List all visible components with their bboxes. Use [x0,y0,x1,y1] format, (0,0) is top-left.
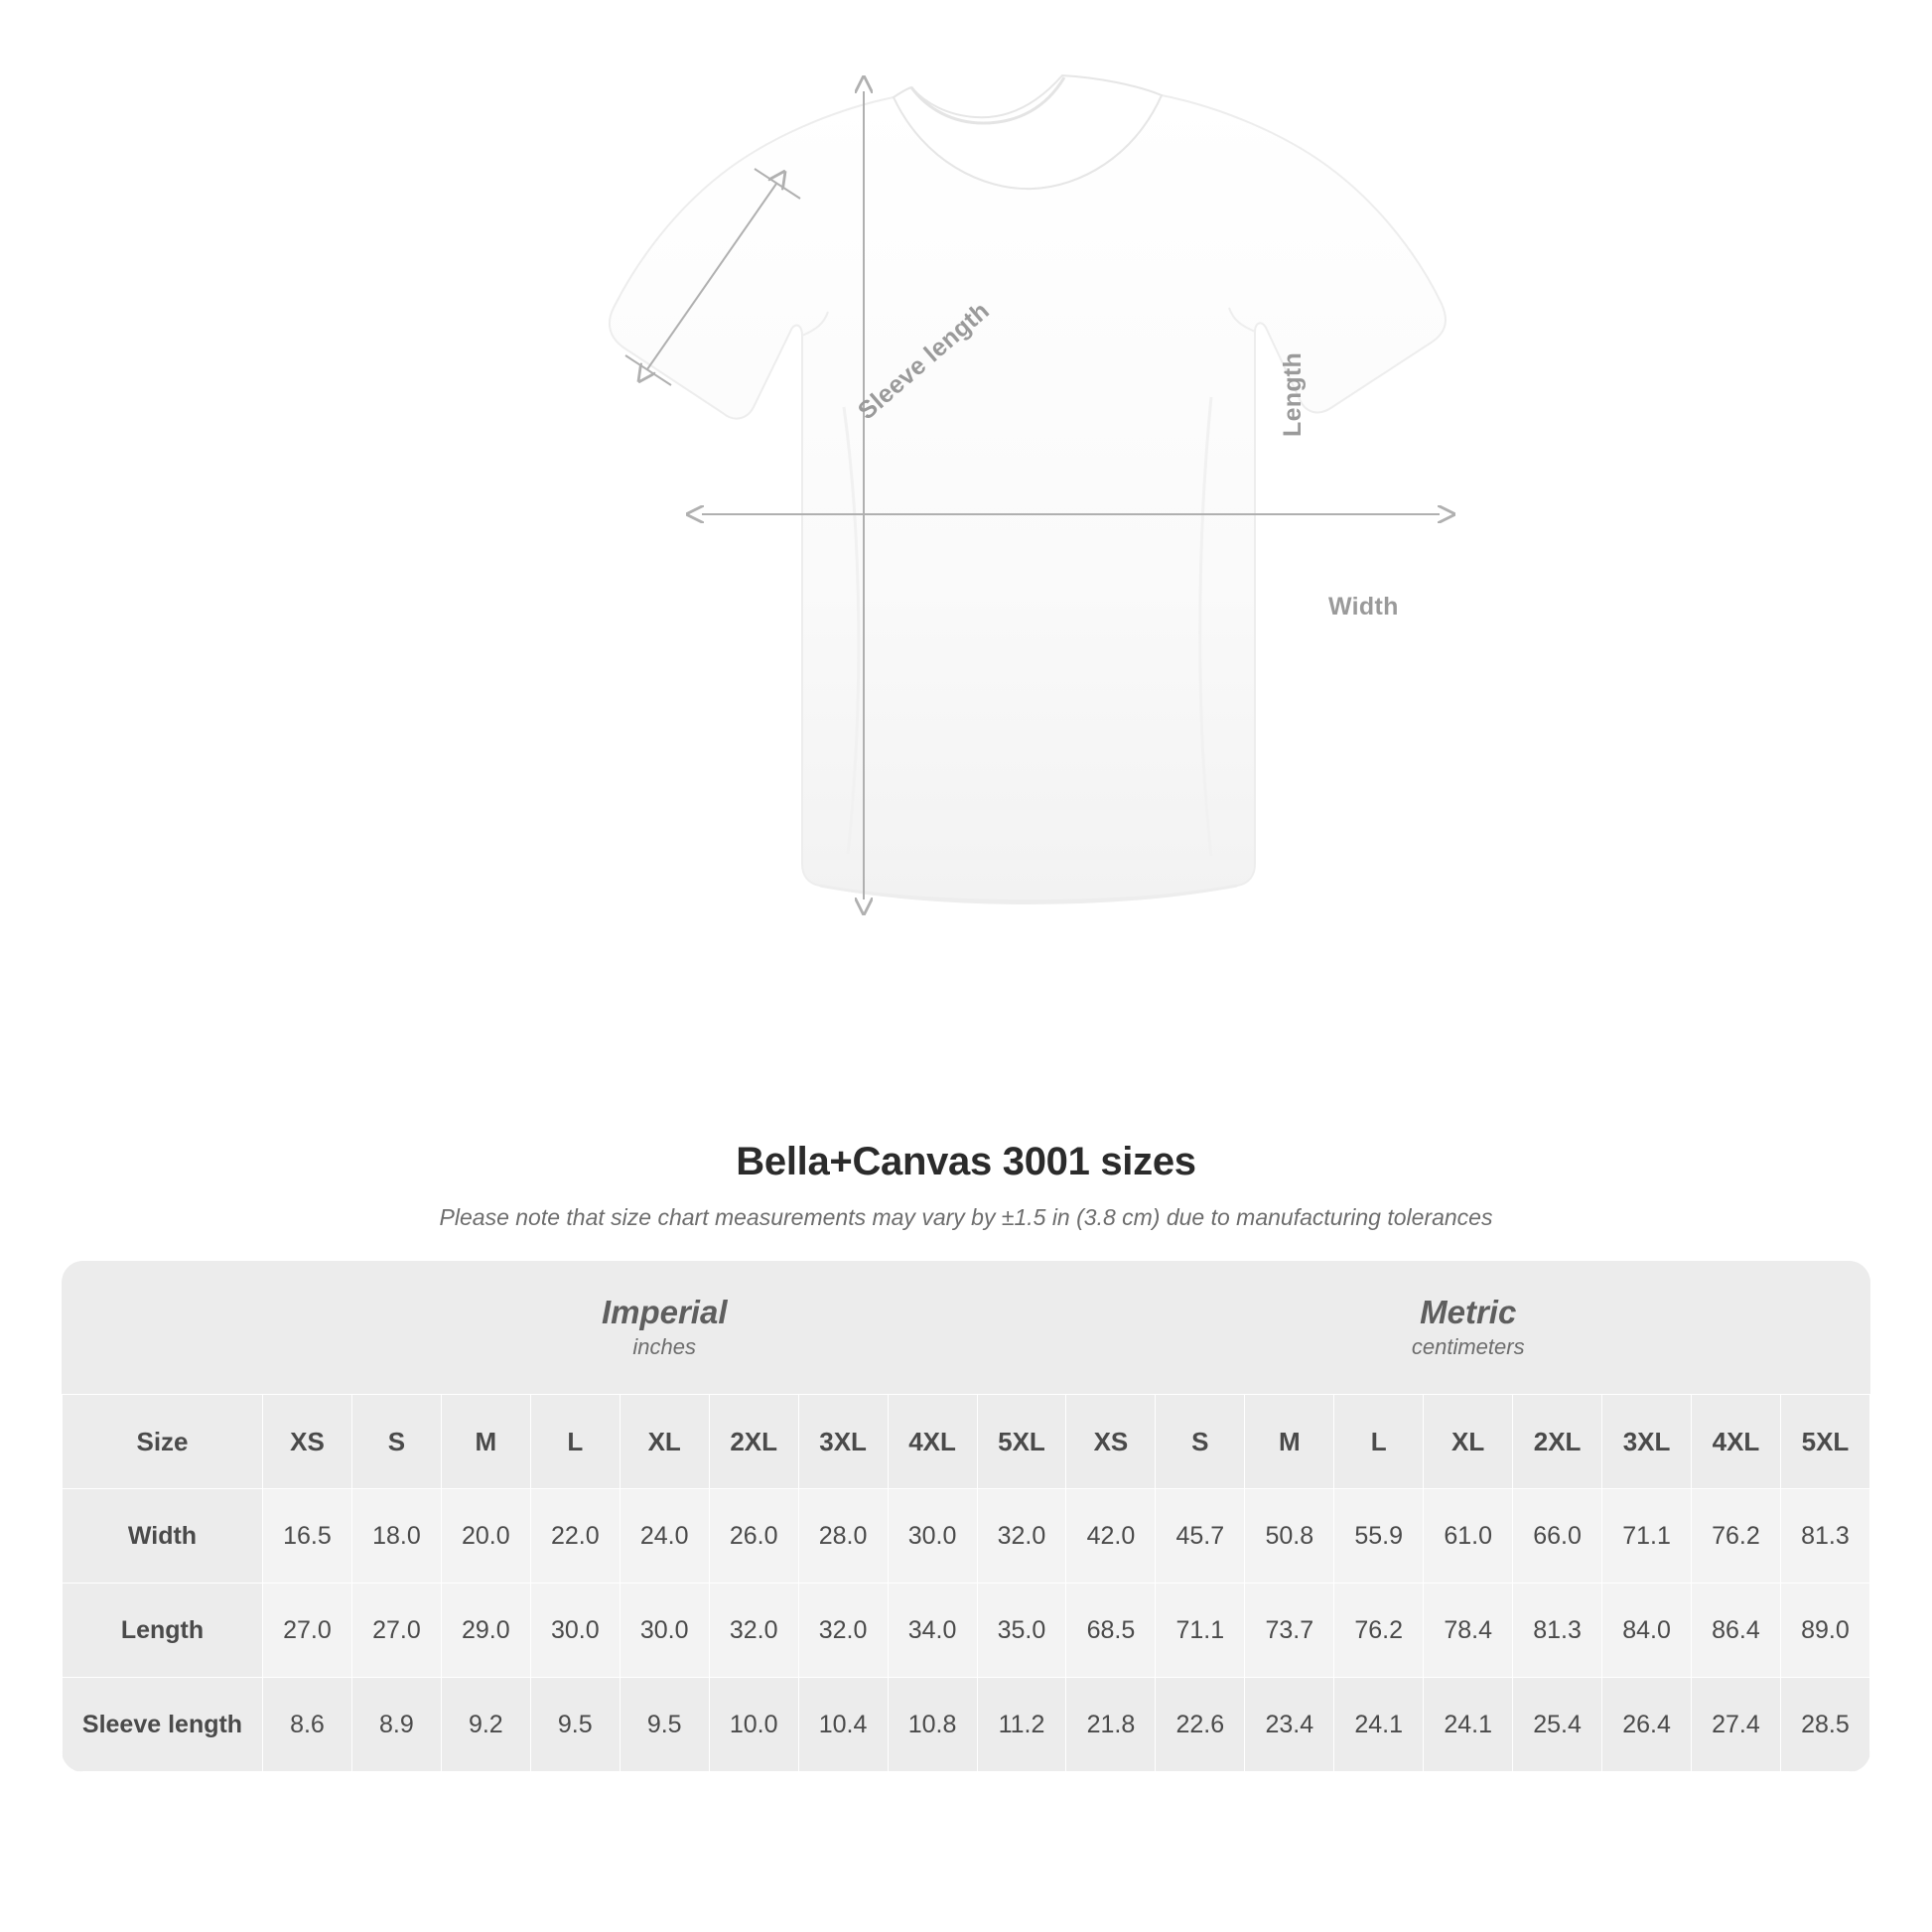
table-cell: 18.0 [351,1489,441,1584]
table-cell: 11.2 [977,1678,1066,1772]
table-cell: 76.2 [1692,1489,1781,1584]
table-cell: 30.0 [530,1584,620,1678]
table-cell: 21.8 [1066,1678,1156,1772]
table-cell: 25.4 [1513,1678,1602,1772]
size-header-cell: XL [620,1395,709,1489]
table-cell: 73.7 [1245,1584,1334,1678]
table-cell: 32.0 [977,1489,1066,1584]
table-cell: 34.0 [888,1584,977,1678]
page-title: Bella+Canvas 3001 sizes [736,1140,1196,1183]
length-dimension-label: Length [1279,351,1307,437]
table-cell: 8.9 [351,1678,441,1772]
table-cell: 10.4 [798,1678,888,1772]
unit-metric-sub: centimeters [1411,1334,1525,1360]
title-block [0,1140,1932,1231]
size-header-cell: L [1334,1395,1424,1489]
table-cell: 68.5 [1066,1584,1156,1678]
table-cell: 84.0 [1602,1584,1692,1678]
size-header-label: Size [63,1395,263,1489]
table-cell: 50.8 [1245,1489,1334,1584]
size-header-cell: S [1156,1395,1245,1489]
table-cell: 32.0 [798,1584,888,1678]
table-cell: 30.0 [888,1489,977,1584]
table-cell: 9.2 [441,1678,530,1772]
table-cell: 35.0 [977,1584,1066,1678]
row-label-length: Length [63,1584,263,1678]
table-cell: 27.0 [351,1584,441,1678]
row-label-width: Width [63,1489,263,1584]
size-header-cell: 2XL [709,1395,798,1489]
table-cell: 66.0 [1513,1489,1602,1584]
table-cell: 27.4 [1692,1678,1781,1772]
table-cell: 29.0 [441,1584,530,1678]
table-cell: 27.0 [263,1584,352,1678]
unit-metric-name: Metric [1420,1293,1517,1330]
table-cell: 28.5 [1780,1678,1869,1772]
unit-header-row [63,1261,1870,1395]
table-cell: 81.3 [1780,1489,1869,1584]
size-chart-table [62,1261,1870,1772]
table-cell: 16.5 [263,1489,352,1584]
table-cell: 86.4 [1692,1584,1781,1678]
size-header-cell: 2XL [1513,1395,1602,1489]
size-header-cell: M [441,1395,530,1489]
size-header-cell: XS [263,1395,352,1489]
table-cell: 78.4 [1424,1584,1513,1678]
sleeve-length-dimension-label: Sleeve length [852,296,995,426]
table-cell: 42.0 [1066,1489,1156,1584]
table-cell: 89.0 [1780,1584,1869,1678]
size-header-cell: S [351,1395,441,1489]
size-header-cell: 4XL [1692,1395,1781,1489]
table-cell: 23.4 [1245,1678,1334,1772]
table-corner-cell [63,1261,263,1395]
table-cell: 9.5 [530,1678,620,1772]
size-chart-table-wrap [62,1261,1870,1772]
table-cell: 10.0 [709,1678,798,1772]
table-cell: 26.0 [709,1489,798,1584]
unit-imperial-sub: inches [632,1334,697,1360]
size-header-cell: 5XL [1780,1395,1869,1489]
size-header-cell: 5XL [977,1395,1066,1489]
table-row [63,1678,1870,1772]
table-cell: 26.4 [1602,1678,1692,1772]
tshirt-figure [427,69,1479,1052]
size-header-cell: 3XL [798,1395,888,1489]
table-cell: 76.2 [1334,1584,1424,1678]
table-cell: 30.0 [620,1584,709,1678]
size-header-cell: XL [1424,1395,1513,1489]
table-row [63,1584,1870,1678]
table-cell: 24.1 [1424,1678,1513,1772]
size-header-row [63,1395,1870,1489]
table-cell: 55.9 [1334,1489,1424,1584]
table-cell: 81.3 [1513,1584,1602,1678]
unit-group-imperial [263,1261,1066,1395]
table-cell: 22.0 [530,1489,620,1584]
size-header-cell: 3XL [1602,1395,1692,1489]
table-cell: 71.1 [1156,1584,1245,1678]
table-cell: 32.0 [709,1584,798,1678]
table-cell: 10.8 [888,1678,977,1772]
table-cell: 45.7 [1156,1489,1245,1584]
table-cell: 28.0 [798,1489,888,1584]
width-dimension-label: Width [1328,593,1399,621]
table-cell: 9.5 [620,1678,709,1772]
unit-group-metric [1066,1261,1870,1395]
size-header-cell: M [1245,1395,1334,1489]
size-header-cell: XS [1066,1395,1156,1489]
table-cell: 71.1 [1602,1489,1692,1584]
measurement-note: Please note that size chart measurements may vary by ±1.5 in (3.8 cm) due to manufacturing tolerances [439,1204,1493,1230]
table-cell: 24.0 [620,1489,709,1584]
size-header-cell: L [530,1395,620,1489]
row-label-sleeve-length: Sleeve length [63,1678,263,1772]
table-cell: 8.6 [263,1678,352,1772]
tshirt-graphic [427,69,1479,1052]
table-cell: 24.1 [1334,1678,1424,1772]
table-cell: 22.6 [1156,1678,1245,1772]
table-row [63,1489,1870,1584]
unit-imperial-name: Imperial [601,1293,728,1330]
table-cell: 20.0 [441,1489,530,1584]
table-cell: 61.0 [1424,1489,1513,1584]
size-header-cell: 4XL [888,1395,977,1489]
